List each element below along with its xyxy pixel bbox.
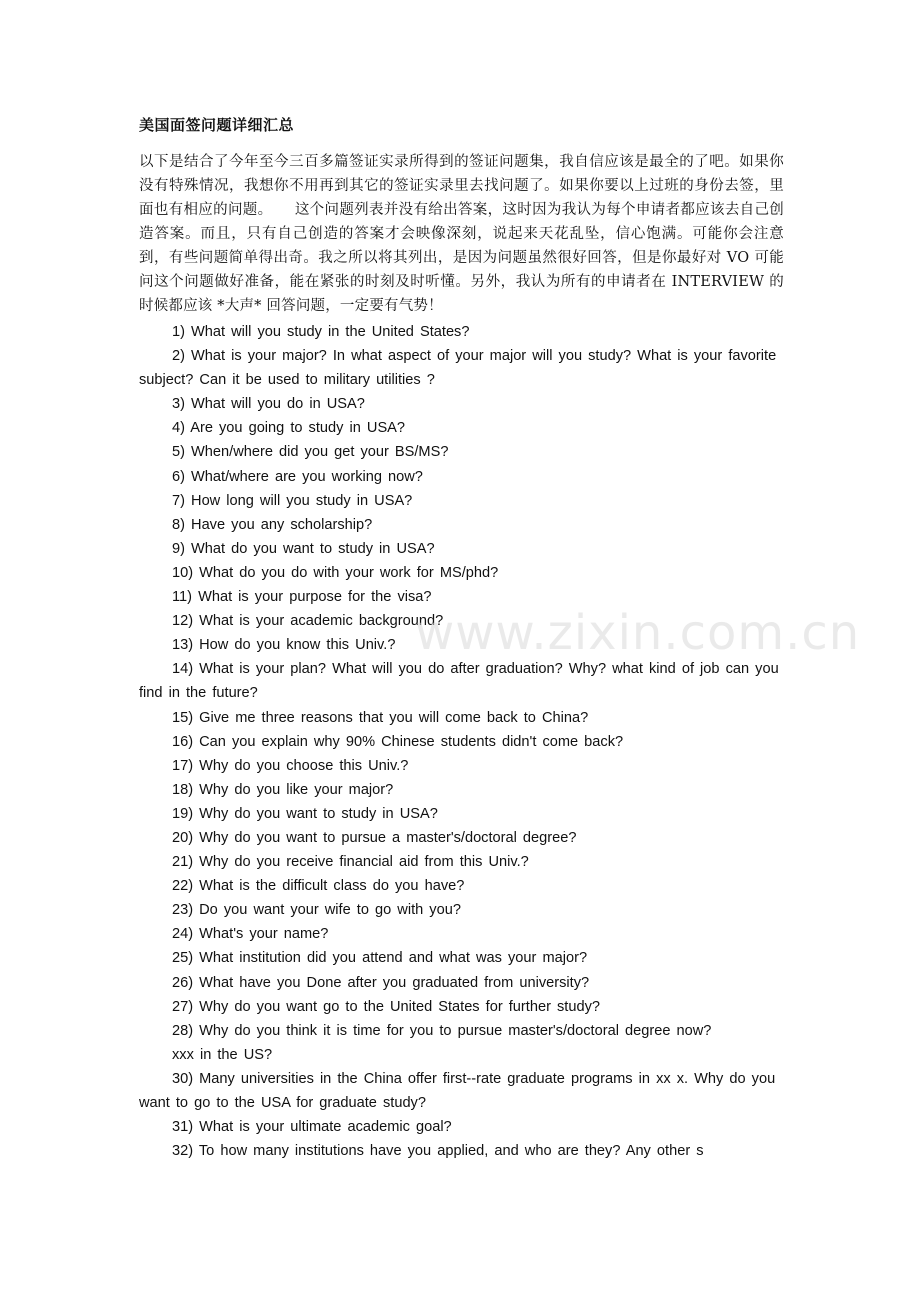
question-item: 23) Do you want your wife to go with you? (172, 902, 461, 919)
question-item: 17) Why do you choose this Univ.? (172, 757, 409, 774)
question-list (139, 320, 784, 1163)
question-item: 24) What's your name? (172, 926, 329, 943)
question-item: 6) What/where are you working now? (172, 468, 423, 485)
question-item: 27) Why do you want go to the United States for further study? (172, 998, 600, 1015)
question-item: 13) How do you know this Univ.? (172, 637, 396, 654)
document-title: 美国面签问题详细汇总 (139, 116, 295, 134)
question-item: 31) What is your ultimate academic goal? (172, 1119, 452, 1136)
question-item: 18) Why do you like your major? (172, 781, 394, 798)
question-item: 19) Why do you want to study in USA? (172, 805, 438, 822)
question-item: 2) What is your major? In what aspect of your major will you study? What is your favorite subject? Can it be used to military utilities ? (139, 348, 777, 389)
question-item: 15) Give me three reasons that you will come back to China? (172, 709, 589, 726)
question-item: 22) What is the difficult class do you have? (172, 878, 465, 895)
question-item: 8) Have you any scholarship? (172, 516, 373, 533)
question-item: 10) What do you do with your work for MS/phd? (172, 564, 499, 581)
question-item: xxx in the US? (172, 1046, 273, 1063)
question-item: 1) What will you study in the United States? (172, 324, 470, 340)
question-item: 11) What is your purpose for the visa? (172, 589, 432, 606)
watermark: www.zixin.com.cn (415, 605, 861, 661)
question-item: 32) To how many institutions have you applied, and who are they? Any other s (172, 1143, 704, 1160)
question-item: 7) How long will you study in USA? (172, 492, 413, 509)
question-item: 25) What institution did you attend and what was your major? (172, 950, 588, 967)
question-item: 21) Why do you receive financial aid from this Univ.? (172, 854, 529, 871)
question-item: 5) When/where did you get your BS/MS? (172, 444, 449, 461)
question-item: 3) What will you do in USA? (172, 396, 365, 413)
question-item: 16) Can you explain why 90% Chinese students didn't come back? (172, 733, 624, 750)
question-item: 30) Many universities in the China offer first--rate graduate programs in xx x. Why do you want to go to the USA for graduate study? (139, 1070, 776, 1111)
intro-paragraph: 以下是结合了今年至今三百多篇签证实录所得到的签证问题集，我自信应该是最全的了吧。如果你没有特殊情况，我想你不用再到其它的签证实录里去找问题了。如果你要以上过班的身份去签，里面也有相应的问题。 这个问题列表并没有给出答案，这时因为我认为每个申请者都应该去自己创造答案。而且，只有自己创造的答案才会映像深刻，说起来天花乱坠，信心饱满。可能你会注意到，有些问题简单得出奇。我之所以将其列出，是因为问题虽然很好回答，但是你最好对 VO 可能问这个问题做好准备，能在紧张的时刻及时听懂。另外，我认为所有的申请者在 INTERVIEW 的时候都应该 *大声* 回答问题，一定要有气势！ (139, 154, 784, 314)
question-item: 9) What do you want to study in USA? (172, 540, 435, 557)
question-item: 14) What is your plan? What will you do after graduation? Why? what kind of job can you find in the future? (139, 661, 779, 702)
question-item: 28) Why do you think it is time for you to pursue master's/doctoral degree now? (172, 1022, 712, 1039)
question-item: 12) What is your academic background? (172, 613, 444, 630)
question-item: 20) Why do you want to pursue a master's/doctoral degree? (172, 829, 577, 846)
question-item: 4) Are you going to study in USA? (172, 420, 406, 437)
question-item: 26) What have you Done after you graduated from university? (172, 974, 590, 991)
